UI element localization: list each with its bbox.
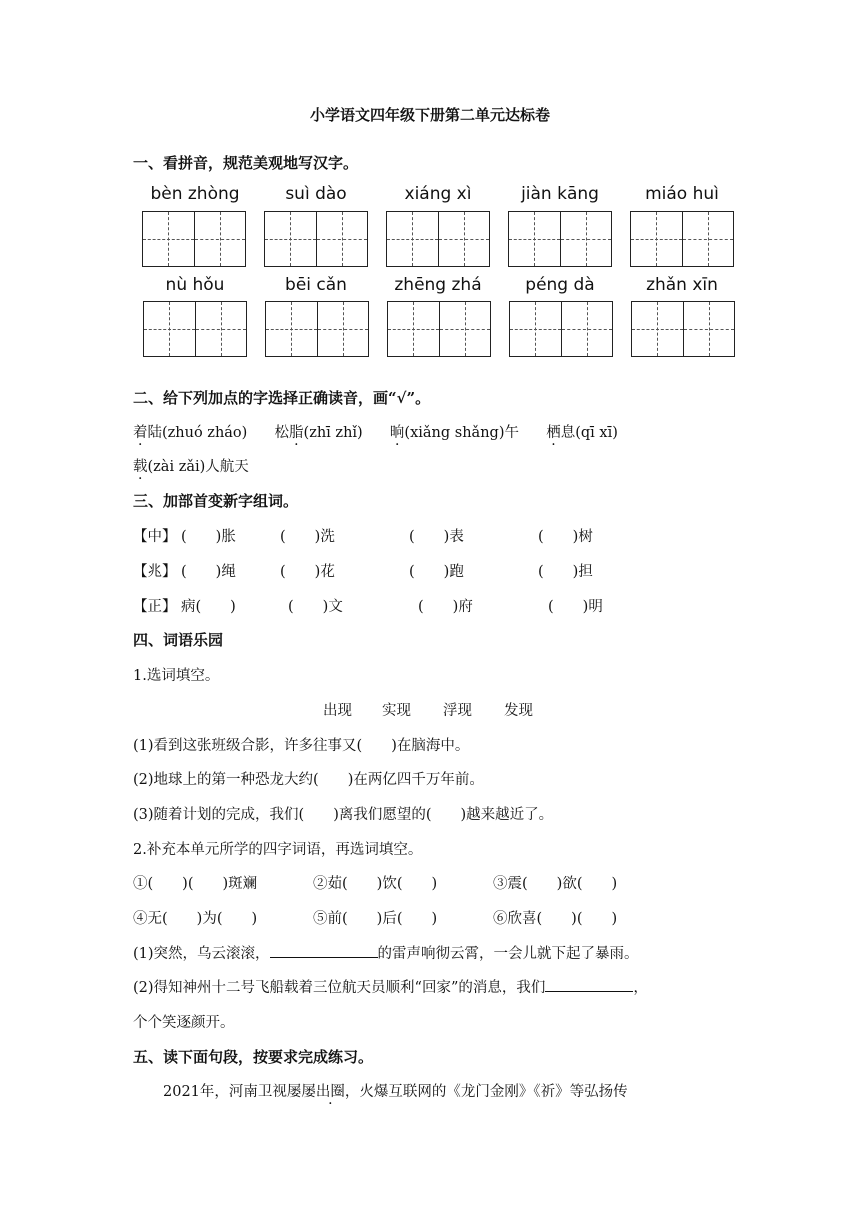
answer-line[interactable] xyxy=(270,943,378,958)
answer-line[interactable] xyxy=(545,977,633,992)
fill-blank[interactable]: ( )担 xyxy=(538,564,593,580)
writing-box[interactable] xyxy=(265,301,369,357)
fill-blank[interactable]: 病( ) xyxy=(181,599,236,615)
pinyin-label: xiáng xì xyxy=(404,184,472,204)
pinyin-label: bēi cǎn xyxy=(285,275,347,295)
sentence-fill-1: (1)突然，乌云滚滚， 的雷声响彻云霄，一会儿就下起了暴雨。 xyxy=(133,942,639,963)
idiom-blank[interactable]: ④无( )为( ) xyxy=(133,911,258,927)
word-choice: 出现 xyxy=(323,703,352,719)
fill-blank[interactable]: ( )洗 xyxy=(280,529,335,545)
reading-paragraph: 2021年，河南卫视屡屡出圈，火爆互联网的《龙门金刚》《祈》等弘扬传 xyxy=(163,1084,628,1100)
pinyin-label: miáo huì xyxy=(645,184,719,204)
fill-blank[interactable]: ( )跑 xyxy=(409,564,464,580)
fill-sentence: (3)随着计划的完成，我们( )离我们愿望的( )越来越近了。 xyxy=(133,807,554,823)
fill-blank[interactable]: ( )花 xyxy=(280,564,335,580)
question-1-label: 1.选词填空。 xyxy=(133,668,220,684)
dotted-char: 栖 xyxy=(546,425,561,441)
fill-blank[interactable]: ( )表 xyxy=(409,529,464,545)
dotted-char: 着 xyxy=(133,425,148,441)
writing-box[interactable] xyxy=(264,211,368,267)
choice-item: 栖息(qī xī) xyxy=(546,425,618,441)
reading-choice-line-1 xyxy=(133,421,618,442)
pinyin-label: bèn zhòng xyxy=(150,184,240,204)
dotted-char: 载 xyxy=(133,459,148,475)
dotted-char: 脂 xyxy=(289,425,304,441)
dotted-char: 晌 xyxy=(389,425,405,441)
pinyin-label: péng dà xyxy=(525,275,595,295)
section-2-heading: 二、给下列加点的字选择正确读音，画“√”。 xyxy=(133,389,431,407)
word-choice: 发现 xyxy=(504,703,533,719)
fill-sentence: (2)地球上的第一种恐龙大约( )在两亿四千万年前。 xyxy=(133,772,484,788)
fill-blank[interactable]: ( )绳 xyxy=(181,564,236,580)
writing-box[interactable] xyxy=(386,211,490,267)
pinyin-label: nù hǒu xyxy=(165,275,225,295)
idiom-blank[interactable]: ③震( )欲( ) xyxy=(493,876,618,892)
writing-box[interactable] xyxy=(508,211,612,267)
writing-box[interactable] xyxy=(143,301,247,357)
fill-blank[interactable]: ( )胀 xyxy=(181,529,236,545)
section-4-heading: 四、词语乐园 xyxy=(133,631,224,649)
fill-sentence: (1)看到这张班级合影，许多往事又( )在脑海中。 xyxy=(133,738,470,754)
sentence-fill-2-cont: 个个笑逐颜开。 xyxy=(133,1015,235,1031)
page-title: 小学语文四年级下册第二单元达标卷 xyxy=(309,106,550,124)
question-2-label: 2.补充本单元所学的四字词语，再选词填空。 xyxy=(133,842,423,858)
writing-box[interactable] xyxy=(631,301,735,357)
sentence-fill-2: (2)得知神州十二号飞船载着三位航天员顺利“回家”的消息，我们 ， xyxy=(133,976,648,997)
idiom-blank[interactable]: ②茹( )饮( ) xyxy=(313,876,438,892)
writing-box[interactable] xyxy=(387,301,491,357)
section-5-heading: 五、读下面句段，按要求完成练习。 xyxy=(133,1048,374,1066)
pinyin-label: zhǎn xīn xyxy=(646,275,718,295)
writing-box[interactable] xyxy=(630,211,734,267)
dotted-word: 出圈 xyxy=(315,1084,345,1100)
choice-item: 着陆(zhuó zháo) xyxy=(133,425,248,441)
pinyin-label: zhēng zhá xyxy=(394,275,482,295)
choice-item: 晌(xiǎng shǎng)午 xyxy=(389,425,519,441)
radical-label: 【正】 xyxy=(133,599,177,615)
choice-item: 松脂(zhī zhǐ) xyxy=(274,425,363,441)
radical-label: 【兆】 xyxy=(133,564,177,580)
pinyin-label: jiàn kāng xyxy=(521,184,599,204)
radical-label: 【中】 xyxy=(133,529,177,545)
fill-blank[interactable]: ( )文 xyxy=(288,599,343,615)
word-choice: 浮现 xyxy=(443,703,472,719)
section-3-heading: 三、加部首变新字组词。 xyxy=(133,492,299,510)
writing-box[interactable] xyxy=(509,301,613,357)
fill-blank[interactable]: ( )树 xyxy=(538,529,593,545)
fill-blank[interactable]: ( )府 xyxy=(418,599,473,615)
writing-box[interactable] xyxy=(142,211,246,267)
idiom-blank[interactable]: ⑤前( )后( ) xyxy=(313,911,438,927)
pinyin-label: suì dào xyxy=(285,184,347,204)
word-choice: 实现 xyxy=(382,703,411,719)
fill-blank[interactable]: ( )明 xyxy=(548,599,603,615)
reading-choice-line-2: 载(zài zǎi)人航天 xyxy=(133,459,249,475)
idiom-blank[interactable]: ①( )( )斑斓 xyxy=(133,876,258,892)
idiom-blank[interactable]: ⑥欣喜( )( ) xyxy=(493,911,618,927)
section-1-heading: 一、看拼音，规范美观地写汉字。 xyxy=(133,154,359,172)
